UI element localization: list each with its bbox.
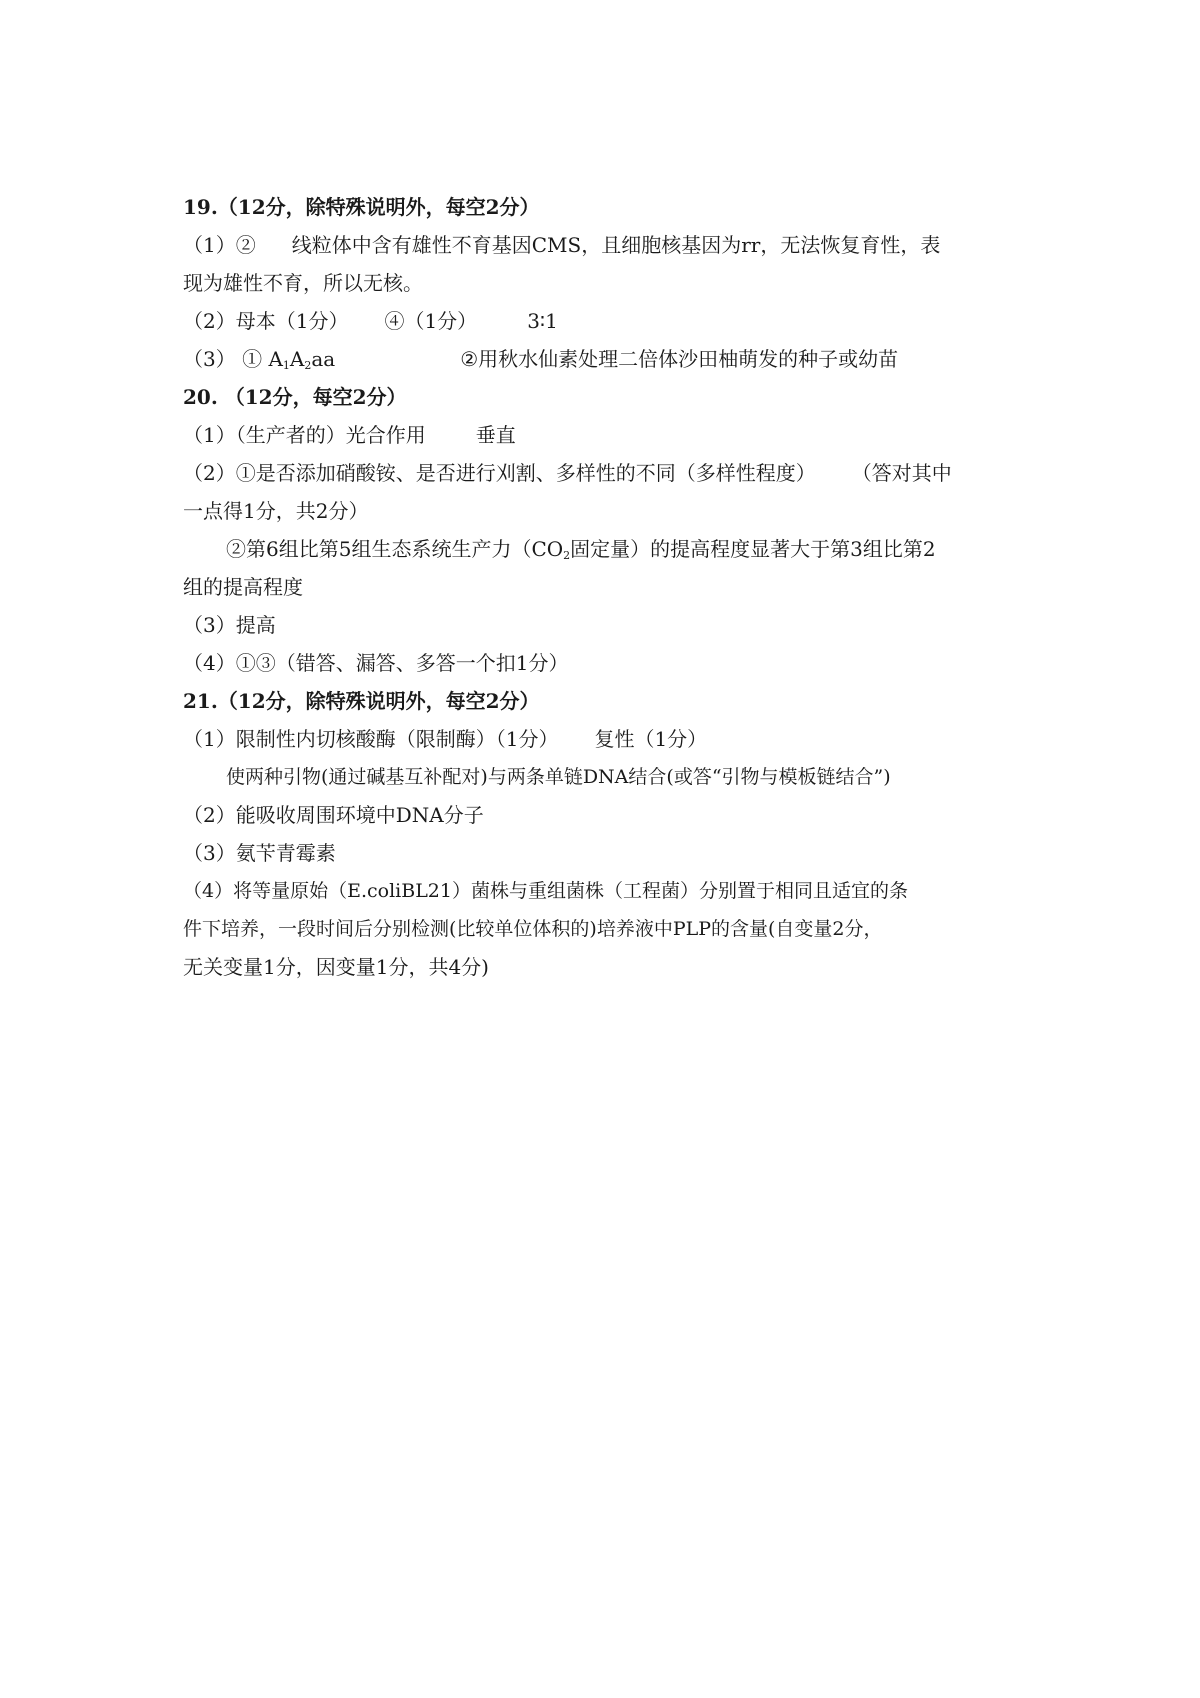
q21-part4-line1: （4）将等量原始（E.coliBL21）菌株与重组菌株（工程菌）分别置于相同且适宜的条 (183, 880, 908, 902)
q19-part1 (183, 231, 940, 259)
q19-part3-a: （3） ① (183, 347, 263, 371)
q20-part1-a: （1）（生产者的）光合作用 (183, 423, 426, 447)
q20-part2 (183, 459, 952, 487)
q19-genotype: $A_1A_2aa$ (268, 347, 336, 372)
q20-heading: 20. （12分，每空2分） (183, 385, 407, 409)
q21-part1-b: 复性（1分） (594, 727, 708, 751)
q19-part2-b: ④（1分） (384, 309, 478, 333)
q21-part4-line3: 无关变量1分，因变量1分，共4分) (183, 955, 489, 979)
q19-part3-b: ②用秋水仙素处理二倍体沙田柚萌发的种子或幼苗 (460, 347, 899, 371)
q20-part4: （4）①③（错答、漏答、多答一个扣1分） (183, 651, 569, 675)
q19-part2-a: （2）母本（1分） (183, 309, 349, 333)
q20-part2-ii: ②第6组比第5组生态系统生产力（$CO_2$固定量）的提高程度显著大于第3组比第2 (226, 537, 936, 562)
q19-part1-num: （1）② (183, 233, 256, 257)
q21-part1-a: （1）限制性内切核酸酶（限制酶）（1分） (183, 727, 559, 751)
q19-part1-text: 线粒体中含有雄性不育基因CMS，且细胞核基因为rr，无法恢复育性，表 (291, 233, 941, 257)
q20-part2-a: （2）①是否添加硝酸铵、是否进行刈割、多样性的不同（多样性程度） (183, 461, 816, 485)
q20-part3: （3）提高 (183, 613, 276, 637)
q21-part2: （2）能吸收周围环境中DNA分子 (183, 803, 484, 827)
q20-part1-b: 垂直 (475, 423, 516, 447)
q20-part2-cont: 一点得1分，共2分） (183, 499, 369, 523)
q19-part3 (183, 345, 898, 373)
q19-part1-cont: 现为雄性不育，所以无核。 (183, 271, 423, 295)
q21-part4-line2: 件下培养，一段时间后分别检测(比较单位体积的)培养液中PLP的含量(自变量2分， (183, 918, 883, 940)
q21-part1 (183, 725, 707, 753)
q20-part2-b: （答对其中 (851, 461, 952, 485)
q20-part1 (183, 421, 516, 449)
q21-heading: 21.（12分，除特殊说明外，每空2分） (183, 689, 540, 713)
q19-part2 (183, 307, 558, 335)
q20-part2-ii-cont: 组的提高程度 (183, 575, 303, 599)
q21-part3: （3）氨苄青霉素 (183, 841, 336, 865)
q19-heading: 19.（12分，除特殊说明外，每空2分） (183, 195, 540, 219)
q21-part1-cont: 使两种引物(通过碱基互补配对)与两条单链DNA结合(或答“引物与模板链结合”) (226, 766, 891, 788)
q19-part2-ratio: 3∶1 (527, 309, 558, 333)
